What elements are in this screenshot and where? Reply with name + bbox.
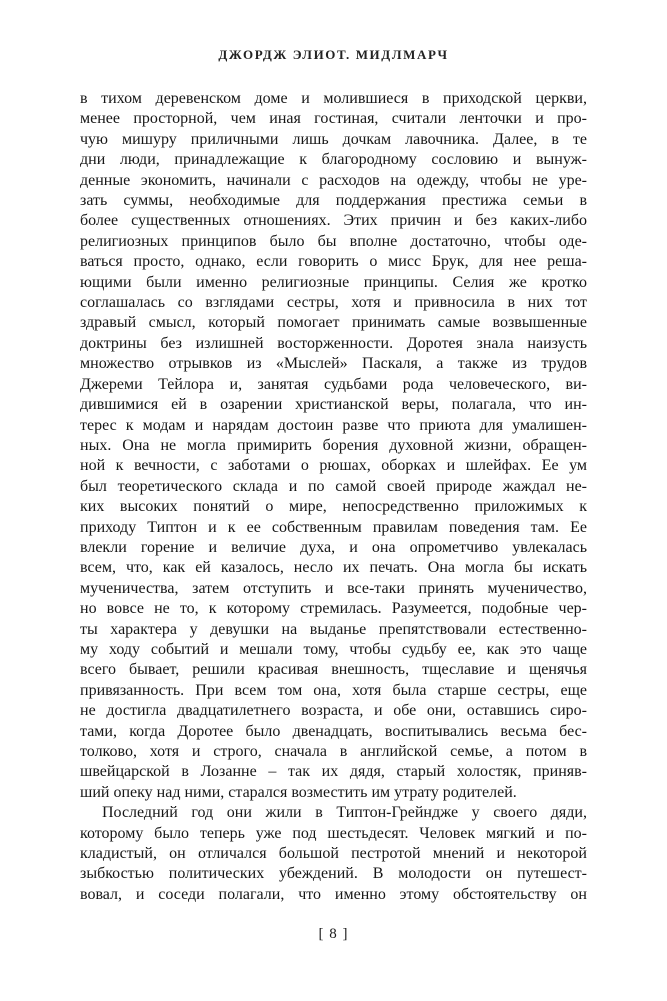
text-line: чую мишуру приличными лишь дочкам лавочника. Далее, в те [80,130,587,148]
text-line: зать суммы, необходимые для поддержания престижа семьи в [80,192,587,210]
text-line: менее просторной, чем иная гостиная, считали ленточки и про- [80,110,587,128]
text-line: не достигла двадцатилетнего возраста, и обе они, оставшись сиро- [80,702,587,720]
text-line: привязанность. При всем том она, хотя была старше сестры, еще [80,681,587,699]
text-line: ких высоких понятий о мире, непосредственно приложимых к [80,498,587,516]
text-line: более существенных отношениях. Этих причин и без каких-либо [80,212,587,230]
text-line: вовал, и соседи полагали, что именно этому обстоятельству он [80,885,587,903]
text-line: ты характера у девушки на выданье препятствовали естественно- [80,620,587,638]
page-number: [ 8 ] [318,926,349,942]
text-line: терес к модам и нарядам достоин разве что приюта для умалишен- [80,416,587,434]
text-line: был теоретического склада и по самой своей природе жаждал не- [80,477,587,495]
text-line: Джереми Тейлора и, занятая судьбами рода человеческого, ви- [80,375,587,393]
text-line: ваться просто, однако, если говорить о мисс Брук, для нее реша- [80,253,587,271]
text-line: которому было теперь уже под шестьдесят. Человек мягкий и по- [80,824,587,842]
text-line: му ходу событий и мешали тому, чтобы судьбу ее, как это чаще [80,640,587,658]
text-line: ных. Она не могла примирить борения духовной жизни, обращен- [80,436,587,454]
text-line: ющими были именно религиозные принципы. Селия же кротко [80,273,587,291]
text-line: кладистый, он отличался большой пестротой мнений и некоторой [80,845,587,863]
text-line: приходу Типтон и к ее собственным правилам поведения там. Ее [80,518,587,536]
text-line: но вовсе не то, к которому стремилась. Разумеется, подобные чер- [80,600,587,618]
text-line: Последний год они жили в Типтон-Грейндже у своего дяди, [102,804,587,822]
text-line: здравый смысл, который помогает принимать самые возвышенные [80,314,587,332]
text-line: влекли горение и величие духа, и она опрометчиво увлекалась [80,538,587,556]
text-line: в тихом деревенском доме и молившиеся в приходской церкви, [80,90,587,107]
text-line: швейцарской в Лозанне – так их дядя, старый холостяк, приняв- [80,763,587,781]
text-line: толково, хотя и строго, сначала в английской семье, а потом в [80,743,587,760]
text-line: тами, когда Доротее было двенадцать, воспитывались весьма бес- [80,722,587,740]
text-line: мученичества, затем отступить и все-таки принять мученичество, [80,579,587,597]
text-line: дившимися ей в озарении христианской веры, полагала, что ин- [80,396,587,414]
text-line: зыбкостью политических убеждений. В молодости он путешест- [80,865,587,883]
page-body [80,89,587,905]
text-line: религиозных принципов было бы вполне достаточно, чтобы оде- [80,232,587,250]
text-line: соглашалась со взглядами сестры, хотя и привносила в них тот [80,294,587,312]
text-line: доктрины без излишней восторженности. Доротея знала наизусть [80,334,587,352]
text-line: ной к вечности, с заботами о рюшах, оборках и шлейфах. Ее ум [80,457,587,475]
text-line: дни люди, принадлежащие к благородному сословию и вынуж- [80,151,587,169]
text-line: денные экономить, начинали с расходов на одежду, чтобы не уре- [80,171,587,189]
running-header: ДЖОРДЖ ЭЛИОТ. МИДЛМАРЧ [218,47,449,62]
paragraph [80,89,587,803]
text-line: всего бывает, решили красивая внешность, тщеславие и щенячья [80,661,587,679]
text-line: множество отрывков из «Мыслей» Паскаля, а также из трудов [80,355,587,373]
text-line: ший опеку над ними, старался возместить им утрату родителей. [80,783,517,801]
paragraph [80,803,587,905]
text-line: всем, что, как ей казалось, несло их печать. Она могла бы искать [80,559,587,577]
